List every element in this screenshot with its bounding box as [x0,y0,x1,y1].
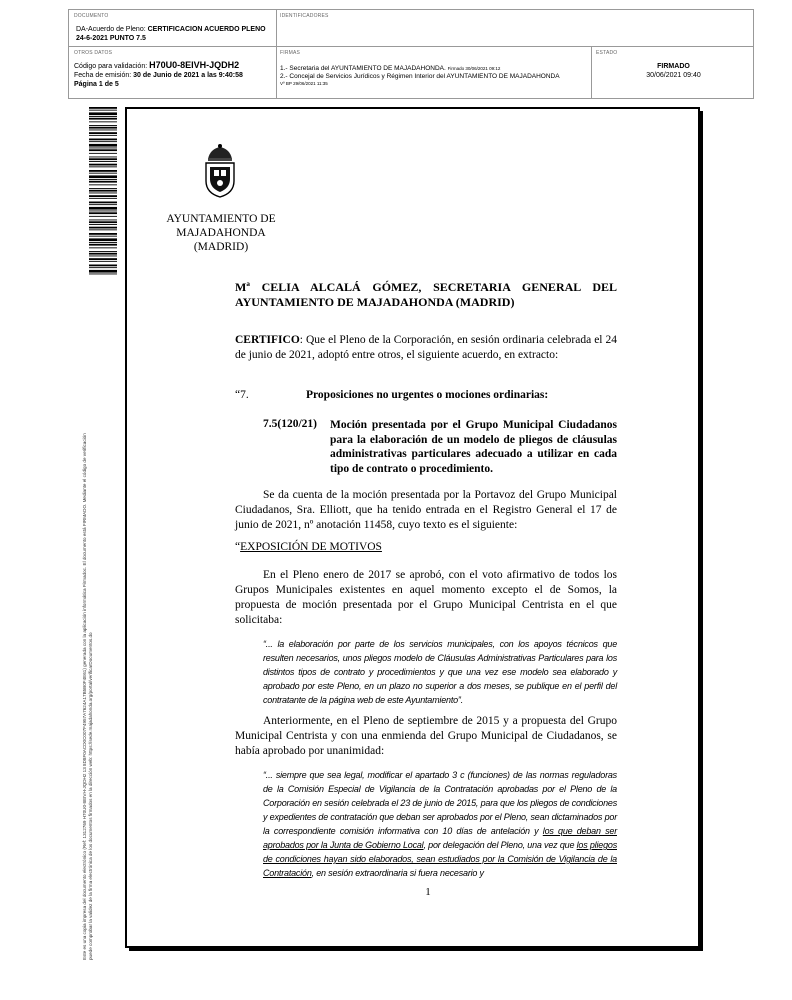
coat-of-arms-icon [202,143,238,199]
certifico-text: : Que el Pleno de la Corporación, en sesión ordinaria celebrada el 24 de junio de 2021, adoptó entre otros, el siguiente acuerdo, en extracto: [235,334,617,361]
barcode-bar [89,170,117,172]
barcode-bar [89,216,117,217]
barcode-bar [89,202,117,204]
council-name-line-1: AYUNTAMIENTO DE [166,213,276,225]
paragraph-septiembre-2015: Anteriormente, en el Pleno de septiembre de 2015 y a propuesta del Grupo Municipal Centrista y con una enmienda del Grupo Municipal de Ciudadanos, se había aprobado por unanimidad: [235,715,617,757]
barcode-bar [89,258,117,260]
firma-1: 1.- Secretaria del AYUNTAMIENTO DE MAJADAHONDA. Firmado 30/06/2021 09:12 [280,65,501,72]
barcode-bar [89,227,117,229]
estado-date: 30/06/2021 09:40 [646,72,701,79]
barcode-bar [89,251,117,252]
barcode-bar [89,112,117,115]
quote-2015: “... siempre que sea legal, modificar el apartado 3 c (funciones) de las normas reguladoras de la Comisión Especial de Vigilancia de la Contratación aprobadas por el Pleno de la Corporación en sesión celebrada el 23 de junio de 2015, para que los pliegos de condiciones y expedientes de contratación que deban ser aprobados por el Pleno, sean dictaminados por la correspondiente comisión informativa con 10 días de antelación y los que deban ser aprobados por la Junta de Gobierno Local, por delegación del Pleno, una vez que los pliegos de condiciones hayan sido elaborados, sean estudiados por la Comisión de Vigilancia de la Contratación, en sesión extraordinaria si fuera necesario y [263,770,617,878]
barcode-bar [89,118,117,120]
barcode-bar [89,193,117,194]
barcode-bar [89,211,117,212]
quote-2017: “... la elaboración por parte de los servicios municipales, con los apoyos técnicos que resulten necesarios, unos pliegos modelo de Cláusulas Administrativas Particulares para los distintos tipos de contrato y procedimientos y que una vez ese modelo sea elaborado y aprobado por este Pleno, en un plazo no superior a dos meses, se publique en el perfil del contratante de la página web de este Ayuntamiento”. [263,639,617,705]
signer-title [235,280,617,310]
barcode-bar [89,204,117,205]
estado-value: FIRMADO [657,63,690,70]
otros-datos-cell [74,50,274,89]
barcode-bar [89,253,117,255]
barcode-bar [89,195,117,197]
firma-2: 2.- Concejal de Servicios Jurídicos y Régimen Interior del AYUNTAMIENTO DE MAJADAHONDA [280,73,560,80]
estado-label: ESTADO [596,50,618,56]
documento-label: DOCUMENTO [74,13,109,19]
frame-shadow-right [700,111,703,951]
item-number: 7.5(120/21) [263,418,317,430]
barcode-bar [89,207,117,210]
barcode-bar [89,233,117,235]
barcode-bar [89,164,117,166]
barcode-bar [89,247,117,248]
barcode [89,107,117,275]
barcode-bar [89,179,117,180]
council-region: (MADRID) [193,241,249,253]
council-letterhead [158,212,284,254]
codigo-validacion[interactable]: Código para validación: H70U0-8EIVH-JQDH2 [74,60,240,70]
barcode-bar [89,141,117,142]
barcode-bar [89,130,117,131]
page-number: 1 [425,886,431,898]
barcode-bar [89,125,117,126]
barcode-bar [89,135,117,136]
barcode-bar [89,181,117,183]
estado-cell [596,50,751,80]
barcode-bar [89,175,117,178]
side-text-line-2: puede comprobar la validez de la firma electrónica de los documentos firmados en la dirección web: https://sede.majadahonda.org/portal/verificarDocumentos.do [88,632,93,960]
barcode-bar [89,157,117,158]
section-number: “7. [235,389,249,401]
barcode-bar [89,190,117,192]
certifico-label: CERTIFICO [235,334,300,346]
barcode-bar [89,267,117,268]
barcode-bar [89,148,117,149]
certifico-paragraph [235,333,617,363]
item-title: Moción presentada por el Grupo Municipal Ciudadanos para la elaboración de un modelo de pliegos de cláusulas administrativas particulares adecuado a utilizar en cada tipo de contrato o procedimiento. [330,419,617,475]
side-text-line-1: Este es una copia impresa del documento electrónico (Ref: 1312769 H70U0-8EIVH-JQDH2 13 8D8F0ACD0C007F4957A7624A17B5B0F4E61) generada con la aplicación informática Firmadoc. El documento está FIRMADO. Mediante el código de verificación [82,433,87,960]
barcode-bar [89,139,117,141]
barcode-bar [89,116,117,117]
barcode-bar [89,212,117,214]
barcode-bar [89,173,117,174]
firmas-label: FIRMAS [280,50,301,56]
barcode-bar [89,220,117,221]
identificadores-cell [280,13,329,19]
validation-side-text [82,270,94,960]
barcode-bar [89,121,117,122]
documento-name: DA-Acuerdo de Pleno: CERTIFICACION ACUERDO PLENO 24-6-2021 PUNTO 7.5 [76,26,266,42]
barcode-bar [89,236,117,237]
documento-cell [74,13,274,43]
barcode-bar [89,158,117,160]
barcode-bar [89,256,117,257]
paragraph-intro: Se da cuenta de la moción presentada por la Portavoz del Grupo Municipal Ciudadanos, Sra. Elliott, que ha tenido entrada en el Registro General el 17 de junio de 2021, nº anotación 11458, cuyo texto es el siguiente: [235,489,617,531]
barcode-bar [89,110,117,111]
council-name-line-2: MAJADAHONDA [176,227,266,239]
fecha-emision: Fecha de emisión: 30 de Junio de 2021 a las 9:40:58 [74,72,243,79]
otros-datos-label: OTROS DATOS [74,50,113,56]
signer-line-2: AYUNTAMIENTO DE MAJADAHONDA (MADRID) [235,295,515,309]
barcode-bar [89,221,117,223]
barcode-bar [89,188,117,189]
barcode-bar [89,166,117,167]
barcode-bar [89,153,117,154]
barcode-bar [89,224,117,225]
barcode-bar [89,198,117,199]
barcode-bar [89,244,117,246]
barcode-bar [89,229,117,230]
firmas-cell [280,50,590,86]
barcode-bar [89,107,117,109]
barcode-bar [89,132,117,134]
barcode-bar [89,238,117,241]
barcode-bar [89,265,117,267]
barcode-bar [89,242,117,243]
firma-2-date: Vº BP 29/06/2021 11:35 [280,81,328,86]
barcode-bar [89,149,117,151]
section-title: Proposiciones no urgentes o mociones ordinarias: [306,389,549,401]
barcode-bar [89,127,117,129]
barcode-bar [89,261,117,262]
barcode-bar [89,184,117,185]
pagina-count: Página 1 de 5 [74,81,119,88]
identificadores-label: IDENTIFICADORES [280,13,329,19]
frame-shadow-bottom [129,948,703,951]
barcode-bar [89,144,117,147]
barcode-bar [89,161,117,162]
signer-line-1: Mª CELIA ALCALÁ GÓMEZ, SECRETARIA GENERAL DEL [235,280,617,294]
exposicion-heading: “EXPOSICIÓN DE MOTIVOS [235,541,382,553]
document-header [68,9,754,99]
paragraph-enero-2017: En el Pleno enero de 2017 se aprobó, con el voto afirmativo de todos los Grupos Municipales existentes en aquel momento excepto el de Somos, la propuesta de moción presentada por el Grupo Municipal Centrista en el que solicitaba: [235,569,617,626]
